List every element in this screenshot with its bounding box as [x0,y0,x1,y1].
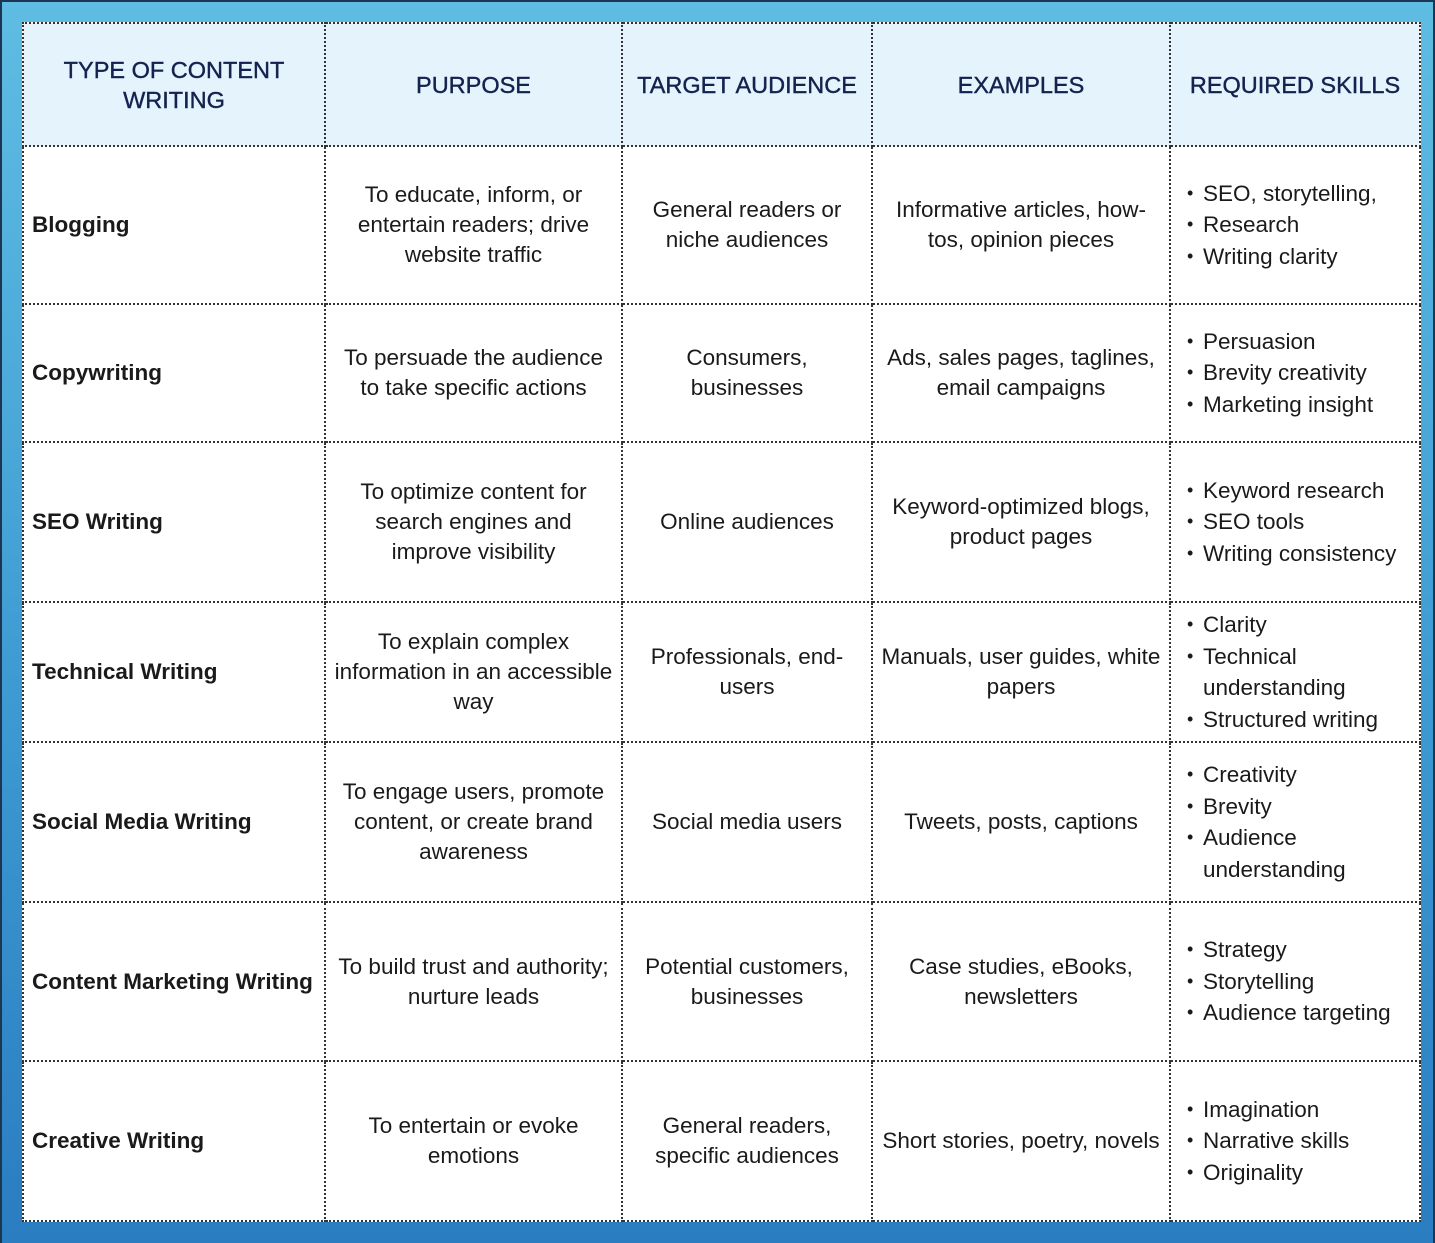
skills-cell [1170,742,1420,902]
skill-item: • Storytelling [1187,966,1413,998]
skill-item: • Imagination [1187,1094,1413,1126]
header-purpose: PURPOSE [325,23,622,146]
audience-cell: Consumers, businesses [622,304,872,442]
skill-item: • Strategy [1187,934,1413,966]
skills-list [1187,1094,1413,1189]
examples-cell: Ads, sales pages, taglines, email campaigns [872,304,1170,442]
audience-cell: Potential customers, businesses [622,902,872,1061]
skills-cell [1170,442,1420,602]
skill-item: • Originality [1187,1157,1413,1189]
purpose-cell: To build trust and authority; nurture leads [325,902,622,1061]
examples-cell: Case studies, eBooks, newsletters [872,902,1170,1061]
purpose-cell: To persuade the audience to take specific actions [325,304,622,442]
skill-item: • Structured writing [1187,704,1413,736]
skill-item: • SEO, storytelling, [1187,178,1413,210]
skill-item: • SEO tools [1187,506,1413,538]
audience-cell: Online audiences [622,442,872,602]
header-row [23,23,1420,146]
header-type: TYPE OF CONTENT WRITING [23,23,325,146]
purpose-cell: To optimize content for search engines and improve visibility [325,442,622,602]
examples-cell: Short stories, poetry, novels [872,1061,1170,1221]
type-cell: SEO Writing [23,442,325,602]
type-cell: Social Media Writing [23,742,325,902]
skill-item: • Audience understanding [1187,822,1413,885]
type-cell: Technical Writing [23,602,325,742]
skill-item: • Brevity [1187,791,1413,823]
examples-cell: Keyword-optimized blogs, product pages [872,442,1170,602]
skill-item: • Brevity creativity [1187,357,1413,389]
skill-item: • Keyword research [1187,475,1413,507]
purpose-cell: To educate, inform, or entertain readers; drive website traffic [325,146,622,304]
examples-cell: Manuals, user guides, white papers [872,602,1170,742]
audience-cell: Social media users [622,742,872,902]
skills-list [1187,934,1413,1029]
type-cell: Content Marketing Writing [23,902,325,1061]
type-cell: Copywriting [23,304,325,442]
skill-item: • Persuasion [1187,326,1413,358]
skills-list [1187,326,1413,421]
skill-item: • Narrative skills [1187,1125,1413,1157]
skill-item: • Creativity [1187,759,1413,791]
header-skills: REQUIRED SKILLS [1170,23,1420,146]
table-row [23,442,1420,602]
table-row [23,602,1420,742]
purpose-cell: To entertain or evoke emotions [325,1061,622,1221]
skills-cell [1170,146,1420,304]
audience-cell: General readers, specific audiences [622,1061,872,1221]
skills-cell [1170,602,1420,742]
examples-cell: Tweets, posts, captions [872,742,1170,902]
type-cell: Creative Writing [23,1061,325,1221]
skills-list [1187,759,1413,885]
audience-cell: Professionals, end-users [622,602,872,742]
skill-item: • Technical understanding [1187,641,1413,704]
table-row [23,304,1420,442]
skills-list [1187,178,1413,273]
type-cell: Blogging [23,146,325,304]
table-row [23,146,1420,304]
skill-item: • Audience targeting [1187,997,1413,1029]
skills-list [1187,609,1413,735]
table-row [23,1061,1420,1221]
table-row [23,902,1420,1061]
skill-item: • Writing consistency [1187,538,1413,570]
skill-item: • Writing clarity [1187,241,1413,273]
skill-item: • Clarity [1187,609,1413,641]
skills-cell [1170,902,1420,1061]
purpose-cell: To engage users, promote content, or create brand awareness [325,742,622,902]
skill-item: • Research [1187,209,1413,241]
skills-cell [1170,304,1420,442]
table-row [23,742,1420,902]
header-audience: TARGET AUDIENCE [622,23,872,146]
skills-list [1187,475,1413,570]
skills-cell [1170,1061,1420,1221]
skill-item: • Marketing insight [1187,389,1413,421]
content-writing-table [22,22,1421,1222]
header-examples: EXAMPLES [872,23,1170,146]
purpose-cell: To explain complex information in an accessible way [325,602,622,742]
examples-cell: Informative articles, how-tos, opinion pieces [872,146,1170,304]
audience-cell: General readers or niche audiences [622,146,872,304]
